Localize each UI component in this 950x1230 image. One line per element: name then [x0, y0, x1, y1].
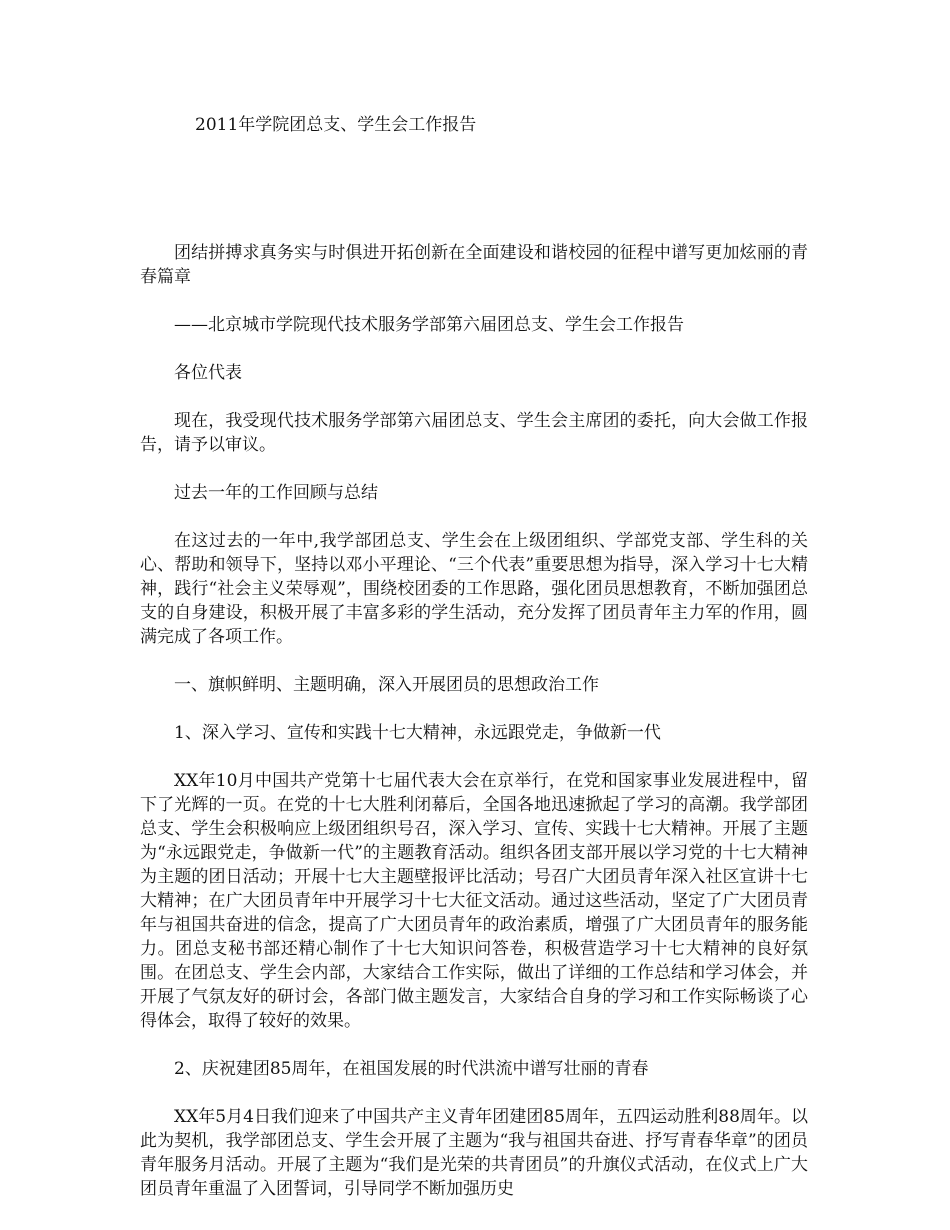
- body-paragraph: XX年10月中国共产党第十七届代表大会在京举行，在党和国家事业发展进程中，留下了光辉的一页。在党的十七大胜利闭幕后，全国各地迅速掀起了学习的高潮。我学部团总支、学生会积极响应上级团组织号召，深入学习、宣传、实践十七大精神。开展了主题为“永远跟党走，争做新一代”的主题教育活动。组织各团支部开展以学习党的十七大精神为主题的团日活动；开展十七大主题壁报评比活动；号召广大团员青年深入社区宣讲十七大精神；在广大团员青年中开展学习十七大征文活动。通过这些活动，坚定了广大团员青年与祖国共奋进的信念，提高了广大团员青年的政治素质，增强了广大团员青年的服务能力。团总支秘书部还精心制作了十七大知识问答卷，积极营造学习十七大精神的良好氛围。在团总支、学生会内部，大家结合工作实际，做出了详细的工作总结和学习体会，并开展了气氛友好的研讨会，各部门做主题发言，大家结合自身的学习和工作实际畅谈了心得体会，取得了较好的效果。: [140, 771, 808, 1031]
- section-heading: 过去一年的工作回顾与总结: [174, 483, 378, 503]
- intro-paragraph: 现在，我受现代技术服务学部第六届团总支、学生会主席团的委托，向大会做工作报告，请予以审议。: [140, 411, 808, 455]
- summary-paragraph: 在这过去的一年中,我学部团总支、学生会在上级团组织、学部党支部、学生科的关心、帮助和领导下，坚持以邓小平理论、“三个代表”重要思想为指导，深入学习十七大精神，践行“社会主义荣辱观”，围绕校团委的工作思路，强化团员思想教育，不断加强团总支的自身建设，积极开展了丰富多彩的学生活动，充分发挥了团员青年主力军的作用，圆满完成了各项工作。: [140, 531, 808, 647]
- document-body: [140, 241, 808, 1201]
- report-source-line: ——北京城市学院现代技术服务学部第六届团总支、学生会工作报告: [174, 315, 684, 335]
- body-paragraph: XX年5月4日我们迎来了中国共产主义青年团建团85周年，五四运动胜利88周年。以此为契机，我学部团总支、学生会开展了主题为“我与祖国共奋进、抒写青春华章”的团员青年服务月活动。开展了主题为“我们是光荣的共青团员”的升旗仪式活动，在仪式上广大团员青年重温了入团誓词，引导同学不断加强历史: [140, 1107, 808, 1199]
- subsection-heading-2: 2、庆祝建团85周年，在祖国发展的时代洪流中谱写壮丽的青春: [174, 1059, 649, 1079]
- section-heading-1: 一、旗帜鲜明、主题明确，深入开展团员的思想政治工作: [174, 675, 599, 695]
- subsection-heading-1: 1、深入学习、宣传和实践十七大精神，永远跟党走，争做新一代: [174, 723, 661, 743]
- document-title: 2011年学院团总支、学生会工作报告: [195, 115, 477, 135]
- salutation: 各位代表: [174, 363, 242, 383]
- subtitle-paragraph: 团结拼搏求真务实与时俱进开拓创新在全面建设和谐校园的征程中谱写更加炫丽的青春篇章: [140, 243, 808, 287]
